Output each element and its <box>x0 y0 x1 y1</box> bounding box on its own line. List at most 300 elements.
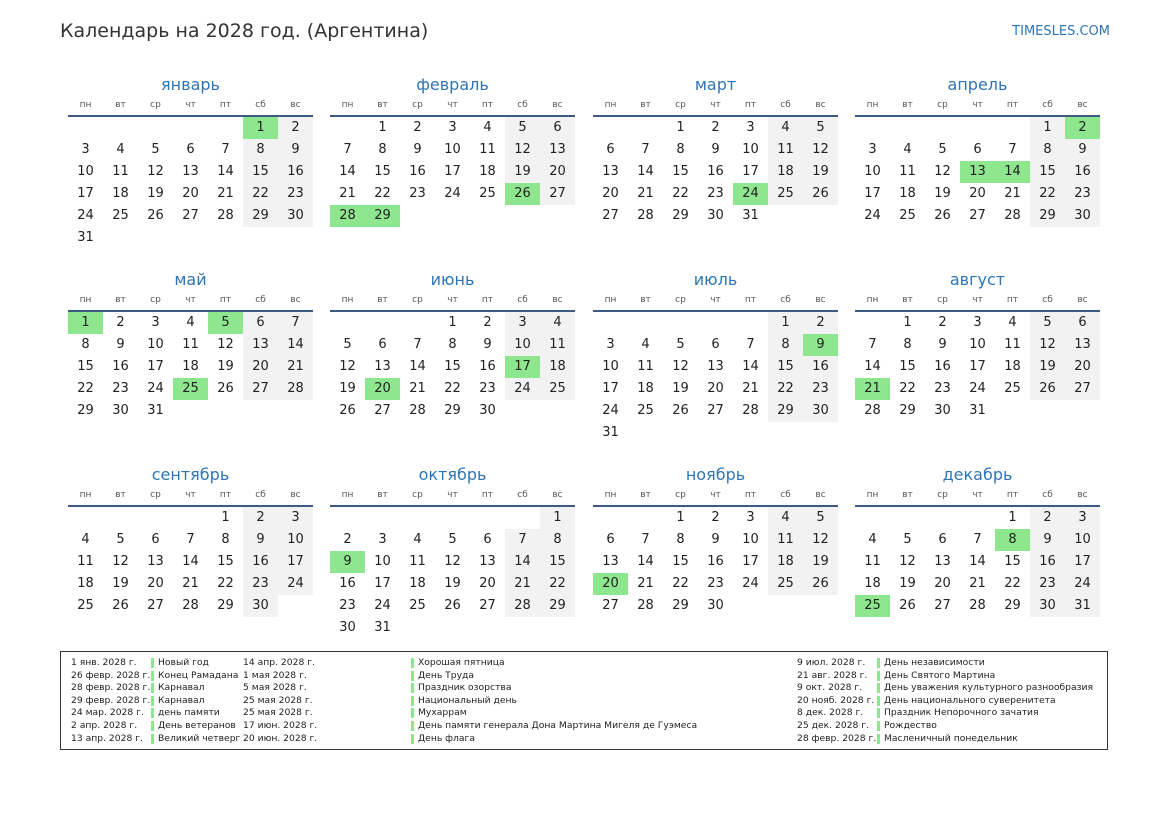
day-cell: 6 <box>151 532 160 547</box>
weekday-label: вт <box>902 100 913 110</box>
empty-cell <box>855 117 890 139</box>
day-cell: 27 <box>479 598 496 613</box>
day-cell: 31 <box>374 620 391 635</box>
day-cell: 15 <box>1004 554 1021 569</box>
day-cell: 11 <box>479 142 496 157</box>
day-cell: 17 <box>278 551 313 573</box>
day-cell: 12 <box>803 139 838 161</box>
day-cell: 17 <box>969 359 986 374</box>
day-cell: 5 <box>151 142 160 157</box>
month-name: декабрь <box>942 465 1013 484</box>
day-cell: 6 <box>711 337 720 352</box>
day-cell: 4 <box>768 507 803 529</box>
day-cell: 9 <box>1065 139 1100 161</box>
day-cell: 9 <box>116 337 125 352</box>
month-name: март <box>694 75 737 94</box>
day-cell: 5 <box>803 117 838 139</box>
day-cell: 25 <box>540 378 575 400</box>
day-cell: 22 <box>768 378 803 400</box>
weekday-label: пт <box>744 295 757 305</box>
day-cell: 23 <box>803 378 838 400</box>
day-cell: 4 <box>186 315 195 330</box>
day-cell: 16 <box>112 359 129 374</box>
day-cell: 11 <box>637 359 654 374</box>
day-cell: 19 <box>339 381 356 396</box>
day-cell: 5 <box>676 337 685 352</box>
day-cell: 10 <box>374 554 391 569</box>
day-cell: 2 <box>711 510 720 525</box>
day-cell: 2 <box>413 120 422 135</box>
month-name: август <box>949 270 1006 289</box>
day-cell: 28 <box>742 403 759 418</box>
day-cell: 1 <box>768 312 803 334</box>
month-11 <box>593 464 838 617</box>
day-grid <box>330 312 575 422</box>
day-cell: 4 <box>413 532 422 547</box>
day-cell: 1 <box>540 507 575 529</box>
day-cell: 15 <box>672 554 689 569</box>
weekday-label: вс <box>815 295 826 305</box>
legend-date: 20 нояб. 2028 г. <box>797 694 875 706</box>
day-cell: 9 <box>711 142 720 157</box>
legend-date: 9 июл. 2028 г. <box>797 657 866 668</box>
legend-holiday-name: Карнавал <box>158 694 205 706</box>
day-cell: 1 <box>903 315 912 330</box>
day-cell: 19 <box>505 161 540 183</box>
day-cell: 19 <box>803 161 838 183</box>
day-cell: 3 <box>606 337 615 352</box>
day-cell: 7 <box>413 337 422 352</box>
day-cell: 18 <box>637 381 654 396</box>
day-cell: 17 <box>1065 551 1100 573</box>
empty-cell <box>103 117 138 139</box>
weekday-label: чт <box>710 100 721 110</box>
day-cell: 10 <box>444 142 461 157</box>
weekday-header <box>593 488 838 507</box>
weekday-label: чт <box>447 490 458 500</box>
day-cell: 20 <box>969 186 986 201</box>
day-cell: 6 <box>540 117 575 139</box>
day-cell: 26 <box>217 381 234 396</box>
day-cell: 18 <box>182 359 199 374</box>
weekday-label: ср <box>150 490 161 500</box>
day-cell: 18 <box>768 551 803 573</box>
day-cell: 29 <box>77 403 94 418</box>
holiday-day-cell: 26 <box>505 183 540 205</box>
day-cell: 21 <box>1004 186 1021 201</box>
weekday-label: вс <box>552 490 563 500</box>
day-cell: 2 <box>278 117 313 139</box>
day-cell: 12 <box>899 554 916 569</box>
empty-cell <box>330 312 365 334</box>
day-cell: 8 <box>243 139 278 161</box>
day-cell: 8 <box>221 532 230 547</box>
day-cell: 24 <box>147 381 164 396</box>
holiday-day-cell: 25 <box>855 595 890 617</box>
day-cell: 1 <box>1008 510 1017 525</box>
day-cell: 21 <box>969 576 986 591</box>
day-cell: 26 <box>803 183 838 205</box>
legend-row <box>71 707 240 720</box>
legend-holiday-name: День Святого Мартина <box>884 669 996 681</box>
day-cell: 6 <box>1065 312 1100 334</box>
weekday-label: пн <box>79 295 92 305</box>
legend-row <box>797 707 1093 720</box>
weekday-label: пн <box>341 295 354 305</box>
day-cell: 3 <box>973 315 982 330</box>
day-cell: 4 <box>116 142 125 157</box>
weekday-header <box>855 488 1100 507</box>
day-cell: 19 <box>899 576 916 591</box>
legend-date: 28 февр. 2028 г. <box>71 682 151 694</box>
day-cell: 8 <box>540 529 575 551</box>
day-cell: 27 <box>540 183 575 205</box>
weekday-label: вс <box>1077 490 1088 500</box>
weekday-label: пт <box>219 100 232 110</box>
day-cell: 13 <box>182 164 199 179</box>
legend-date: 5 мая 2028 г. <box>243 682 307 694</box>
day-cell: 16 <box>339 576 356 591</box>
day-cell: 19 <box>444 576 461 591</box>
day-cell: 3 <box>868 142 877 157</box>
weekday-label: вт <box>115 490 126 500</box>
day-cell: 22 <box>1030 183 1065 205</box>
legend-holiday-name: День флага <box>418 732 475 744</box>
day-cell: 20 <box>479 576 496 591</box>
day-cell: 17 <box>864 186 881 201</box>
day-cell: 18 <box>409 576 426 591</box>
day-cell: 1 <box>1030 117 1065 139</box>
day-cell: 14 <box>182 554 199 569</box>
day-cell: 16 <box>1030 551 1065 573</box>
month-4 <box>855 74 1100 227</box>
empty-cell <box>628 312 663 334</box>
weekday-label: пт <box>481 100 494 110</box>
day-cell: 11 <box>409 554 426 569</box>
holiday-day-cell: 2 <box>1065 117 1100 139</box>
legend-holiday-name: Конец Рамадана <box>158 669 239 681</box>
weekday-label: вт <box>115 100 126 110</box>
day-cell: 14 <box>742 359 759 374</box>
day-cell: 9 <box>413 142 422 157</box>
weekday-label: чт <box>972 295 983 305</box>
day-cell: 6 <box>186 142 195 157</box>
day-cell: 14 <box>864 359 881 374</box>
month-name: июль <box>693 270 738 289</box>
day-cell: 16 <box>409 164 426 179</box>
day-cell: 11 <box>112 164 129 179</box>
empty-cell <box>593 507 628 529</box>
weekday-label: пн <box>604 295 617 305</box>
day-cell: 3 <box>505 312 540 334</box>
day-cell: 12 <box>444 554 461 569</box>
day-cell: 21 <box>637 186 654 201</box>
day-cell: 27 <box>1065 378 1100 400</box>
legend-date: 9 окт. 2028 г. <box>797 682 863 694</box>
day-cell: 5 <box>448 532 457 547</box>
weekday-label: сб <box>517 295 528 305</box>
day-cell: 27 <box>374 403 391 418</box>
weekday-header <box>330 488 575 507</box>
day-cell: 6 <box>606 142 615 157</box>
day-cell: 13 <box>147 554 164 569</box>
holiday-legend <box>60 651 1108 750</box>
weekday-label: чт <box>972 490 983 500</box>
site-link[interactable]: TIMESLES.COM <box>1012 24 1110 39</box>
weekday-label: вт <box>115 295 126 305</box>
day-cell: 9 <box>1030 529 1065 551</box>
day-cell: 20 <box>707 381 724 396</box>
day-cell: 7 <box>278 312 313 334</box>
day-cell: 23 <box>1030 573 1065 595</box>
day-cell: 15 <box>540 551 575 573</box>
day-cell: 9 <box>483 337 492 352</box>
day-cell: 5 <box>116 532 125 547</box>
day-cell: 18 <box>112 186 129 201</box>
day-cell: 26 <box>934 208 951 223</box>
weekday-header <box>593 98 838 117</box>
day-cell: 6 <box>378 337 387 352</box>
empty-cell <box>890 117 925 139</box>
day-cell: 12 <box>1030 334 1065 356</box>
legend-row <box>243 670 697 683</box>
weekday-label: вс <box>552 100 563 110</box>
day-cell: 28 <box>969 598 986 613</box>
legend-date: 20 июн. 2028 г. <box>243 732 318 744</box>
weekday-label: вс <box>552 295 563 305</box>
day-cell: 26 <box>672 403 689 418</box>
month-5 <box>68 269 313 422</box>
day-cell: 26 <box>147 208 164 223</box>
empty-cell <box>173 117 208 139</box>
weekday-label: вт <box>377 490 388 500</box>
day-cell: 15 <box>899 359 916 374</box>
day-cell: 13 <box>374 359 391 374</box>
day-cell: 14 <box>278 334 313 356</box>
weekday-label: вт <box>902 490 913 500</box>
weekday-header <box>68 488 313 507</box>
weekday-label: пт <box>481 490 494 500</box>
day-grid <box>593 117 838 227</box>
legend-date: 21 авг. 2028 г. <box>797 669 868 681</box>
legend-holiday-name: Великий четверг <box>158 732 241 744</box>
day-cell: 4 <box>81 532 90 547</box>
holiday-day-cell: 9 <box>803 334 838 356</box>
day-cell: 4 <box>540 312 575 334</box>
day-cell: 7 <box>1008 142 1017 157</box>
month-8 <box>855 269 1100 422</box>
legend-date: 24 мар. 2028 г. <box>71 707 144 719</box>
empty-cell <box>925 117 960 139</box>
weekday-label: пн <box>866 295 879 305</box>
day-cell: 1 <box>378 120 387 135</box>
empty-cell <box>470 507 505 529</box>
month-12 <box>855 464 1100 617</box>
weekday-label: чт <box>185 490 196 500</box>
day-cell: 30 <box>707 208 724 223</box>
legend-row <box>71 657 240 670</box>
weekday-header <box>330 293 575 312</box>
legend-row <box>71 670 240 683</box>
day-cell: 24 <box>602 403 619 418</box>
day-cell: 13 <box>479 554 496 569</box>
legend-row <box>797 695 1093 708</box>
weekday-label: ср <box>412 295 423 305</box>
empty-cell <box>365 312 400 334</box>
day-cell: 1 <box>448 315 457 330</box>
legend-holiday-name: День ветеранов <box>158 719 236 731</box>
day-cell: 28 <box>217 208 234 223</box>
weekday-label: пт <box>1006 295 1019 305</box>
legend-row <box>797 733 1093 746</box>
weekday-label: вс <box>290 490 301 500</box>
legend-row <box>243 695 697 708</box>
weekday-label: сб <box>517 490 528 500</box>
day-cell: 2 <box>803 312 838 334</box>
day-cell: 27 <box>602 598 619 613</box>
day-cell: 25 <box>768 573 803 595</box>
day-cell: 23 <box>339 598 356 613</box>
legend-date: 26 февр. 2028 г. <box>71 669 151 681</box>
day-cell: 12 <box>112 554 129 569</box>
holiday-day-cell: 25 <box>173 378 208 400</box>
day-cell: 14 <box>409 359 426 374</box>
weekday-header <box>330 98 575 117</box>
holiday-day-cell: 17 <box>505 356 540 378</box>
day-cell: 27 <box>707 403 724 418</box>
day-cell: 9 <box>938 337 947 352</box>
legend-column-1 <box>71 657 240 745</box>
day-grid <box>855 507 1100 617</box>
holiday-day-cell: 14 <box>995 161 1030 183</box>
month-6 <box>330 269 575 422</box>
day-cell: 27 <box>243 378 278 400</box>
day-cell: 11 <box>1004 337 1021 352</box>
day-cell: 24 <box>444 186 461 201</box>
weekday-label: чт <box>710 490 721 500</box>
day-cell: 8 <box>81 337 90 352</box>
day-cell: 21 <box>505 573 540 595</box>
day-cell: 18 <box>479 164 496 179</box>
day-cell: 28 <box>637 208 654 223</box>
legend-holiday-name: День независимости <box>884 657 985 668</box>
day-cell: 12 <box>147 164 164 179</box>
day-cell: 21 <box>182 576 199 591</box>
weekday-header <box>593 293 838 312</box>
legend-holiday-name: День памяти генерала Дона Мартина Мигеля де Гуэмеса <box>418 719 698 731</box>
weekday-label: чт <box>447 100 458 110</box>
legend-holiday-name: Хорошая пятница <box>418 657 505 668</box>
weekday-label: вс <box>290 295 301 305</box>
day-cell: 28 <box>1004 208 1021 223</box>
day-cell: 16 <box>243 551 278 573</box>
legend-row <box>797 720 1093 733</box>
day-cell: 16 <box>278 161 313 183</box>
day-grid <box>593 507 838 617</box>
day-cell: 10 <box>505 334 540 356</box>
empty-cell <box>960 507 995 529</box>
day-cell: 20 <box>602 186 619 201</box>
weekday-label: пт <box>744 490 757 500</box>
day-cell: 3 <box>746 510 755 525</box>
weekday-label: вт <box>377 100 388 110</box>
legend-row <box>797 657 1093 670</box>
day-cell: 11 <box>77 554 94 569</box>
day-cell: 22 <box>672 576 689 591</box>
legend-date: 1 мая 2028 г. <box>243 669 307 681</box>
day-cell: 12 <box>672 359 689 374</box>
day-cell: 6 <box>243 312 278 334</box>
empty-cell <box>365 507 400 529</box>
weekday-label: сб <box>255 295 266 305</box>
weekday-label: пн <box>79 490 92 500</box>
day-cell: 16 <box>479 359 496 374</box>
day-cell: 30 <box>1065 205 1100 227</box>
day-cell: 4 <box>1008 315 1017 330</box>
weekday-label: пт <box>1006 490 1019 500</box>
day-grid <box>68 117 313 249</box>
day-cell: 16 <box>707 554 724 569</box>
day-cell: 14 <box>637 554 654 569</box>
day-cell: 11 <box>182 337 199 352</box>
empty-cell <box>593 312 628 334</box>
legend-row <box>243 707 697 720</box>
empty-cell <box>890 507 925 529</box>
legend-holiday-name: День национального суверенитета <box>884 694 1056 706</box>
day-cell: 22 <box>77 381 94 396</box>
day-cell: 2 <box>243 507 278 529</box>
day-cell: 19 <box>934 186 951 201</box>
legend-holiday-name: Мухаррам <box>418 707 467 719</box>
weekday-label: пн <box>341 490 354 500</box>
day-cell: 28 <box>505 595 540 617</box>
day-cell: 13 <box>707 359 724 374</box>
weekday-label: вт <box>640 490 651 500</box>
day-cell: 11 <box>768 529 803 551</box>
day-cell: 23 <box>278 183 313 205</box>
day-cell: 21 <box>278 356 313 378</box>
weekday-label: вт <box>640 295 651 305</box>
day-cell: 29 <box>672 208 689 223</box>
day-cell: 12 <box>339 359 356 374</box>
day-cell: 19 <box>147 186 164 201</box>
day-cell: 26 <box>112 598 129 613</box>
day-cell: 15 <box>217 554 234 569</box>
weekday-label: пн <box>866 490 879 500</box>
day-cell: 19 <box>217 359 234 374</box>
weekday-label: пн <box>604 100 617 110</box>
weekday-label: вс <box>815 100 826 110</box>
weekday-header <box>855 98 1100 117</box>
day-cell: 27 <box>602 208 619 223</box>
weekday-label: пт <box>219 295 232 305</box>
day-cell: 21 <box>217 186 234 201</box>
day-cell: 10 <box>864 164 881 179</box>
weekday-label: ср <box>675 295 686 305</box>
day-cell: 23 <box>112 381 129 396</box>
day-cell: 3 <box>378 532 387 547</box>
day-cell: 3 <box>151 315 160 330</box>
empty-cell <box>628 117 663 139</box>
empty-cell <box>593 117 628 139</box>
legend-row <box>71 682 240 695</box>
day-cell: 23 <box>409 186 426 201</box>
day-cell: 7 <box>868 337 877 352</box>
day-cell: 7 <box>973 532 982 547</box>
day-cell: 11 <box>899 164 916 179</box>
day-cell: 19 <box>803 551 838 573</box>
legend-holiday-name: Праздник озорства <box>418 682 512 694</box>
